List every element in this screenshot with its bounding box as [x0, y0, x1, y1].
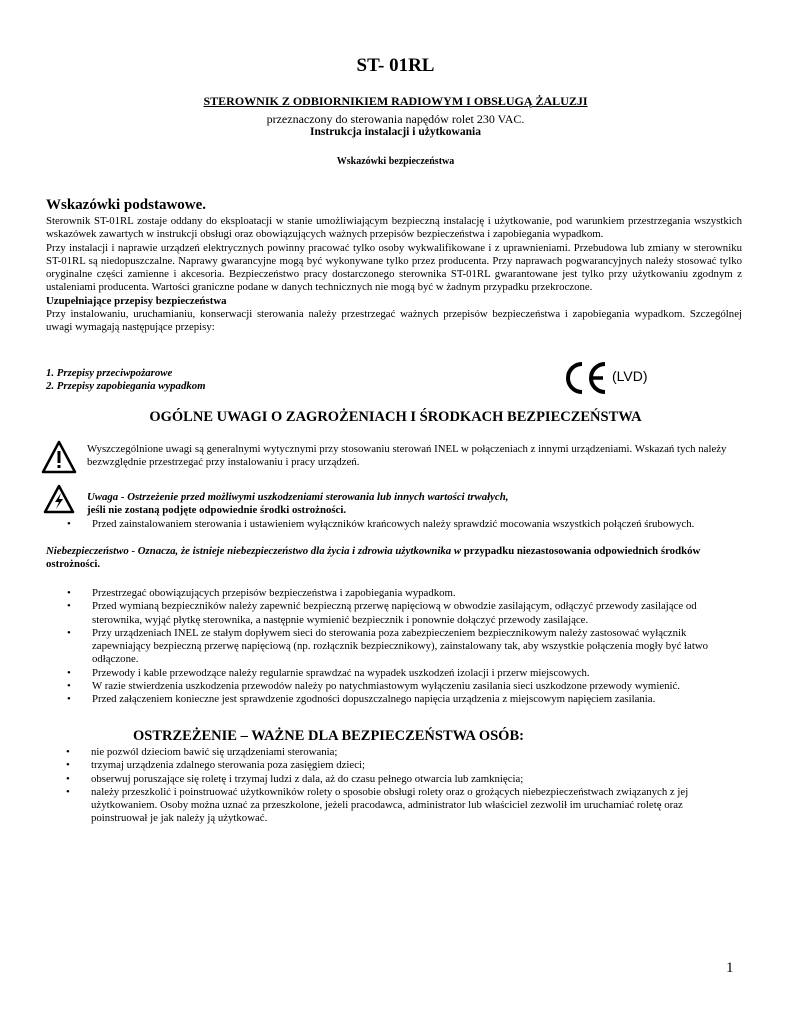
warning-heading: OSTRZEŻENIE – WAŻNE DLA BEZPIECZEŃSTWA OSÓB:	[133, 728, 524, 744]
list-item: • Przy urządzeniach INEL ze stałym dopływem sieci do sterowania poza zabezpieczeniem bezpiecznikowym należy zastosować wyłącznik zapewniający bezpieczną przerwę napięciową (np. rozłącznik bezpiecznikowy), zainstalowany tak, aby wszystkie połączenia mogły być łatwo odłączone.	[67, 626, 709, 666]
general-heading: OGÓLNE UWAGI O ZAGROŻENIACH I ŚRODKACH BEZPIECZEŃSTWA	[149, 409, 642, 425]
danger-italic-text: Niebezpieczeństwo - Oznacza, że istnieje niebezpieczeństwo dla życia i zdrowia użytkownika w	[46, 545, 462, 557]
supplementary-text: Przy instalowaniu, uruchamianiu, konserwacji sterowania należy przestrzegać ważnych przepisów bezpieczeństwa i zapobiegania wypadkom. Szczególnej uwagi wymagają następujące przepisy:	[46, 308, 742, 334]
list-item: • trzymaj urządzenia zdalnego sterowania poza zasięgiem dzieci;	[66, 759, 365, 772]
document-purpose: przeznaczony do sterowania napędów rolet 230 VAC.	[266, 112, 525, 126]
caution-bold-text: jeśli nie zostaną podjęte odpowiednie środki ostrożności.	[87, 504, 347, 517]
list-item: • Przed załączeniem konieczne jest sprawdzenie zgodności dopuszczalnego napięcia urządzenia z miejscowym napięciem zasilania.	[67, 693, 656, 706]
lvd-label: (LVD)	[612, 368, 648, 384]
document-subtitle: STEROWNIK Z ODBIORNIKIEM RADIOWYM I OBSŁUGĄ ŻALUZJI	[203, 94, 588, 108]
general-warning-text: Wyszczególnione uwagi są generalnymi wytycznymi przy stosowaniu sterowań INEL w połączeniach z innymi urządzeniami. Wskazań tych należy bezwzględnie przestrzegać przy instalowaniu i pracy urządzeń.	[87, 443, 727, 469]
basic-heading: Wskazówki podstawowe.	[46, 197, 207, 213]
list-item: • obserwuj poruszające się roletę i trzymaj ludzi z dala, aż do czasu pełnego otwarcia lub zamknięcia;	[66, 772, 524, 785]
basic-section	[46, 215, 742, 335]
warning-triangle-icon	[41, 440, 77, 479]
basic-paragraph-1: Sterownik ST-01RL zostaje oddany do eksploatacji w stanie umożliwiającym bezpieczną instalację i użytkowanie, pod warunkiem przestrzegania wszystkich wskazówek zawartych w instrukcji obsługi oraz obowiązujących ważnych przepisów bezpieczeństwa i zapobiegania wypadkom.	[46, 215, 742, 241]
mount-bullet-list	[46, 518, 742, 531]
ce-mark	[563, 360, 673, 398]
caution-italic-text: Uwaga - Ostrzeżenie przed możliwymi uszkodzeniami sterowania lub innych wartości trwałych,	[87, 491, 509, 503]
rule-item-2: 2. Przepisy zapobiegania wypadkom	[46, 380, 206, 393]
list-item: • należy przeszkolić i poinstruować użytkowników rolety o sposobie obsługi rolety oraz o grożących niebezpieczeństwach związanych z jej użytkowaniem. Osoby można uznać za przeszkolone, jeżeli pracodawca, administrator lub właściciel zezwolił im uruchamiać roletę oraz poinstruował je jak należy ją użytkować.	[66, 785, 689, 825]
rules-list	[46, 367, 346, 394]
ce-logo-icon	[563, 360, 609, 396]
general-bullet-list	[46, 587, 742, 707]
safety-note-label: Wskazówki bezpieczeństwa	[336, 156, 455, 167]
basic-paragraph-2: Przy instalacji i naprawie urządzeń elektrycznych powinny pracować tylko osoby wykwalifikowane i z uprawnieniami. Przebudowa lub zmiany w sterowniku ST-01RL są niedopuszczalne. Naprawy gwarancyjne mogą być wykonywane tylko przez producenta. Przy naprawach pogwarancyjnych należy stosować tylko oryginalne części zamienne i akcesoria. Bezpieczeństwo pracy dostarczonego sterownika ST-01RL gwarantowane jest tylko przy użytkowaniu zgodnym z ustaleniami producenta. Wartości graniczne podane w danych technicznych nie mogą być w żadnym przypadku przekroczone.	[46, 241, 742, 294]
high-voltage-icon	[43, 484, 75, 519]
list-item: • Przed wymianą bezpieczników należy zapewnić bezpieczną przerwę napięciową w obwodzie zasilającym, odłączyć przewody zasilające od sterownika, wyjąć płytkę sterownika, a następnie wymienić bezpiecznik i ponownie dołączyć przewody zasilające.	[67, 600, 697, 626]
list-item: • W razie stwierdzenia uszkodzenia przewodów należy po natychmiastowym wyłączeniu zasilania sieci uszkodzone przewody wymienić.	[67, 680, 681, 693]
danger-paragraph	[46, 545, 742, 572]
document-title: ST- 01RL	[356, 55, 435, 76]
list-item: • Przestrzegać obowiązujących przepisów bezpieczeństwa i zapobiegania wypadkom.	[67, 587, 456, 599]
caution-section	[87, 491, 737, 518]
page-number: 1	[726, 960, 734, 976]
list-item: • nie pozwól dzieciom bawić się urządzeniami sterowania;	[66, 746, 338, 758]
list-item: • Przewody i kable przewodzące należy regularnie sprawdzać na wypadek uszkodzeń izolacji i przerw miejscowych.	[67, 666, 590, 679]
document-manual-label: Instrukcja instalacji i użytkowania	[310, 126, 481, 138]
list-item: • Przed zainstalowaniem sterowania i ustawieniem wyłączników krańcowych należy sprawdzić mocowania wszystkich połączeń śrubowych.	[67, 518, 695, 530]
supplementary-heading: Uzupełniające przepisy bezpieczeństwa	[46, 294, 227, 307]
rule-item-1: 1. Przepisy przeciwpożarowe	[46, 367, 173, 379]
danger-bold-text: przypadku niezastosowania odpowiednich środków ostrożności.	[46, 545, 701, 571]
warning-bullet-list	[46, 746, 740, 826]
